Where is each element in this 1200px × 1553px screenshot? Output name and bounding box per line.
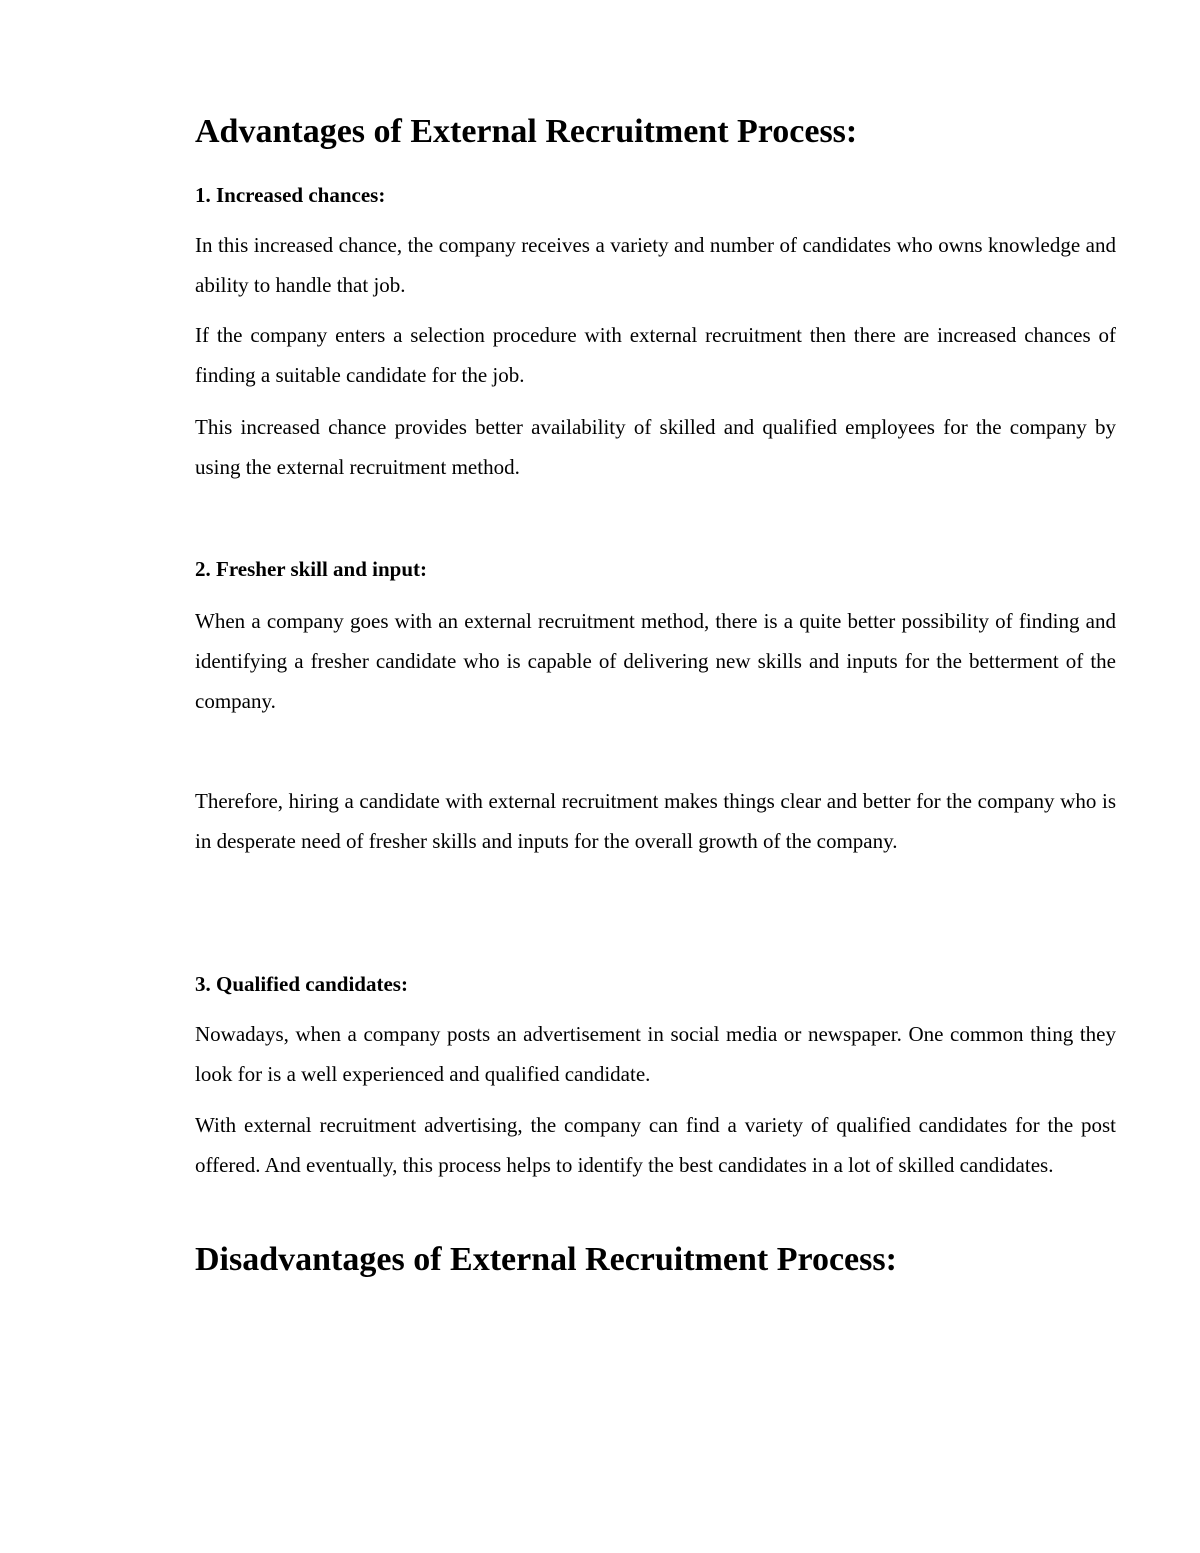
paragraph: With external recruitment advertising, the company can find a variety of qualified candidates for the post offered. And eventually, this process helps to identify the best candidates in a lot of skilled candidates. (195, 1113, 1116, 1177)
heading-disadvantages: Disadvantages of External Recruitment Process: (195, 1241, 897, 1278)
heading-advantages: Advantages of External Recruitment Process: (195, 113, 858, 150)
paragraph: This increased chance provides better availability of skilled and qualified employees for the company by using the external recruitment method. (195, 415, 1116, 479)
section-title-increased-chances: 1. Increased chances: (195, 183, 386, 207)
paragraph: When a company goes with an external recruitment method, there is a quite better possibility of finding and identifying a fresher candidate who is capable of delivering new skills and inputs for the betterment of the company. (195, 609, 1116, 713)
section-title-qualified-candidates: 3. Qualified candidates: (195, 972, 408, 996)
section-title-fresher-skill: 2. Fresher skill and input: (195, 557, 428, 581)
paragraph: In this increased chance, the company receives a variety and number of candidates who owns knowledge and ability to handle that job. (195, 233, 1116, 297)
paragraph: Nowadays, when a company posts an advertisement in social media or newspaper. One common thing they look for is a well experienced and qualified candidate. (195, 1022, 1116, 1086)
paragraph: Therefore, hiring a candidate with external recruitment makes things clear and better for the company who is in desperate need of fresher skills and inputs for the overall growth of the company. (195, 789, 1116, 853)
paragraph: If the company enters a selection procedure with external recruitment then there are increased chances of finding a suitable candidate for the job. (195, 323, 1116, 387)
